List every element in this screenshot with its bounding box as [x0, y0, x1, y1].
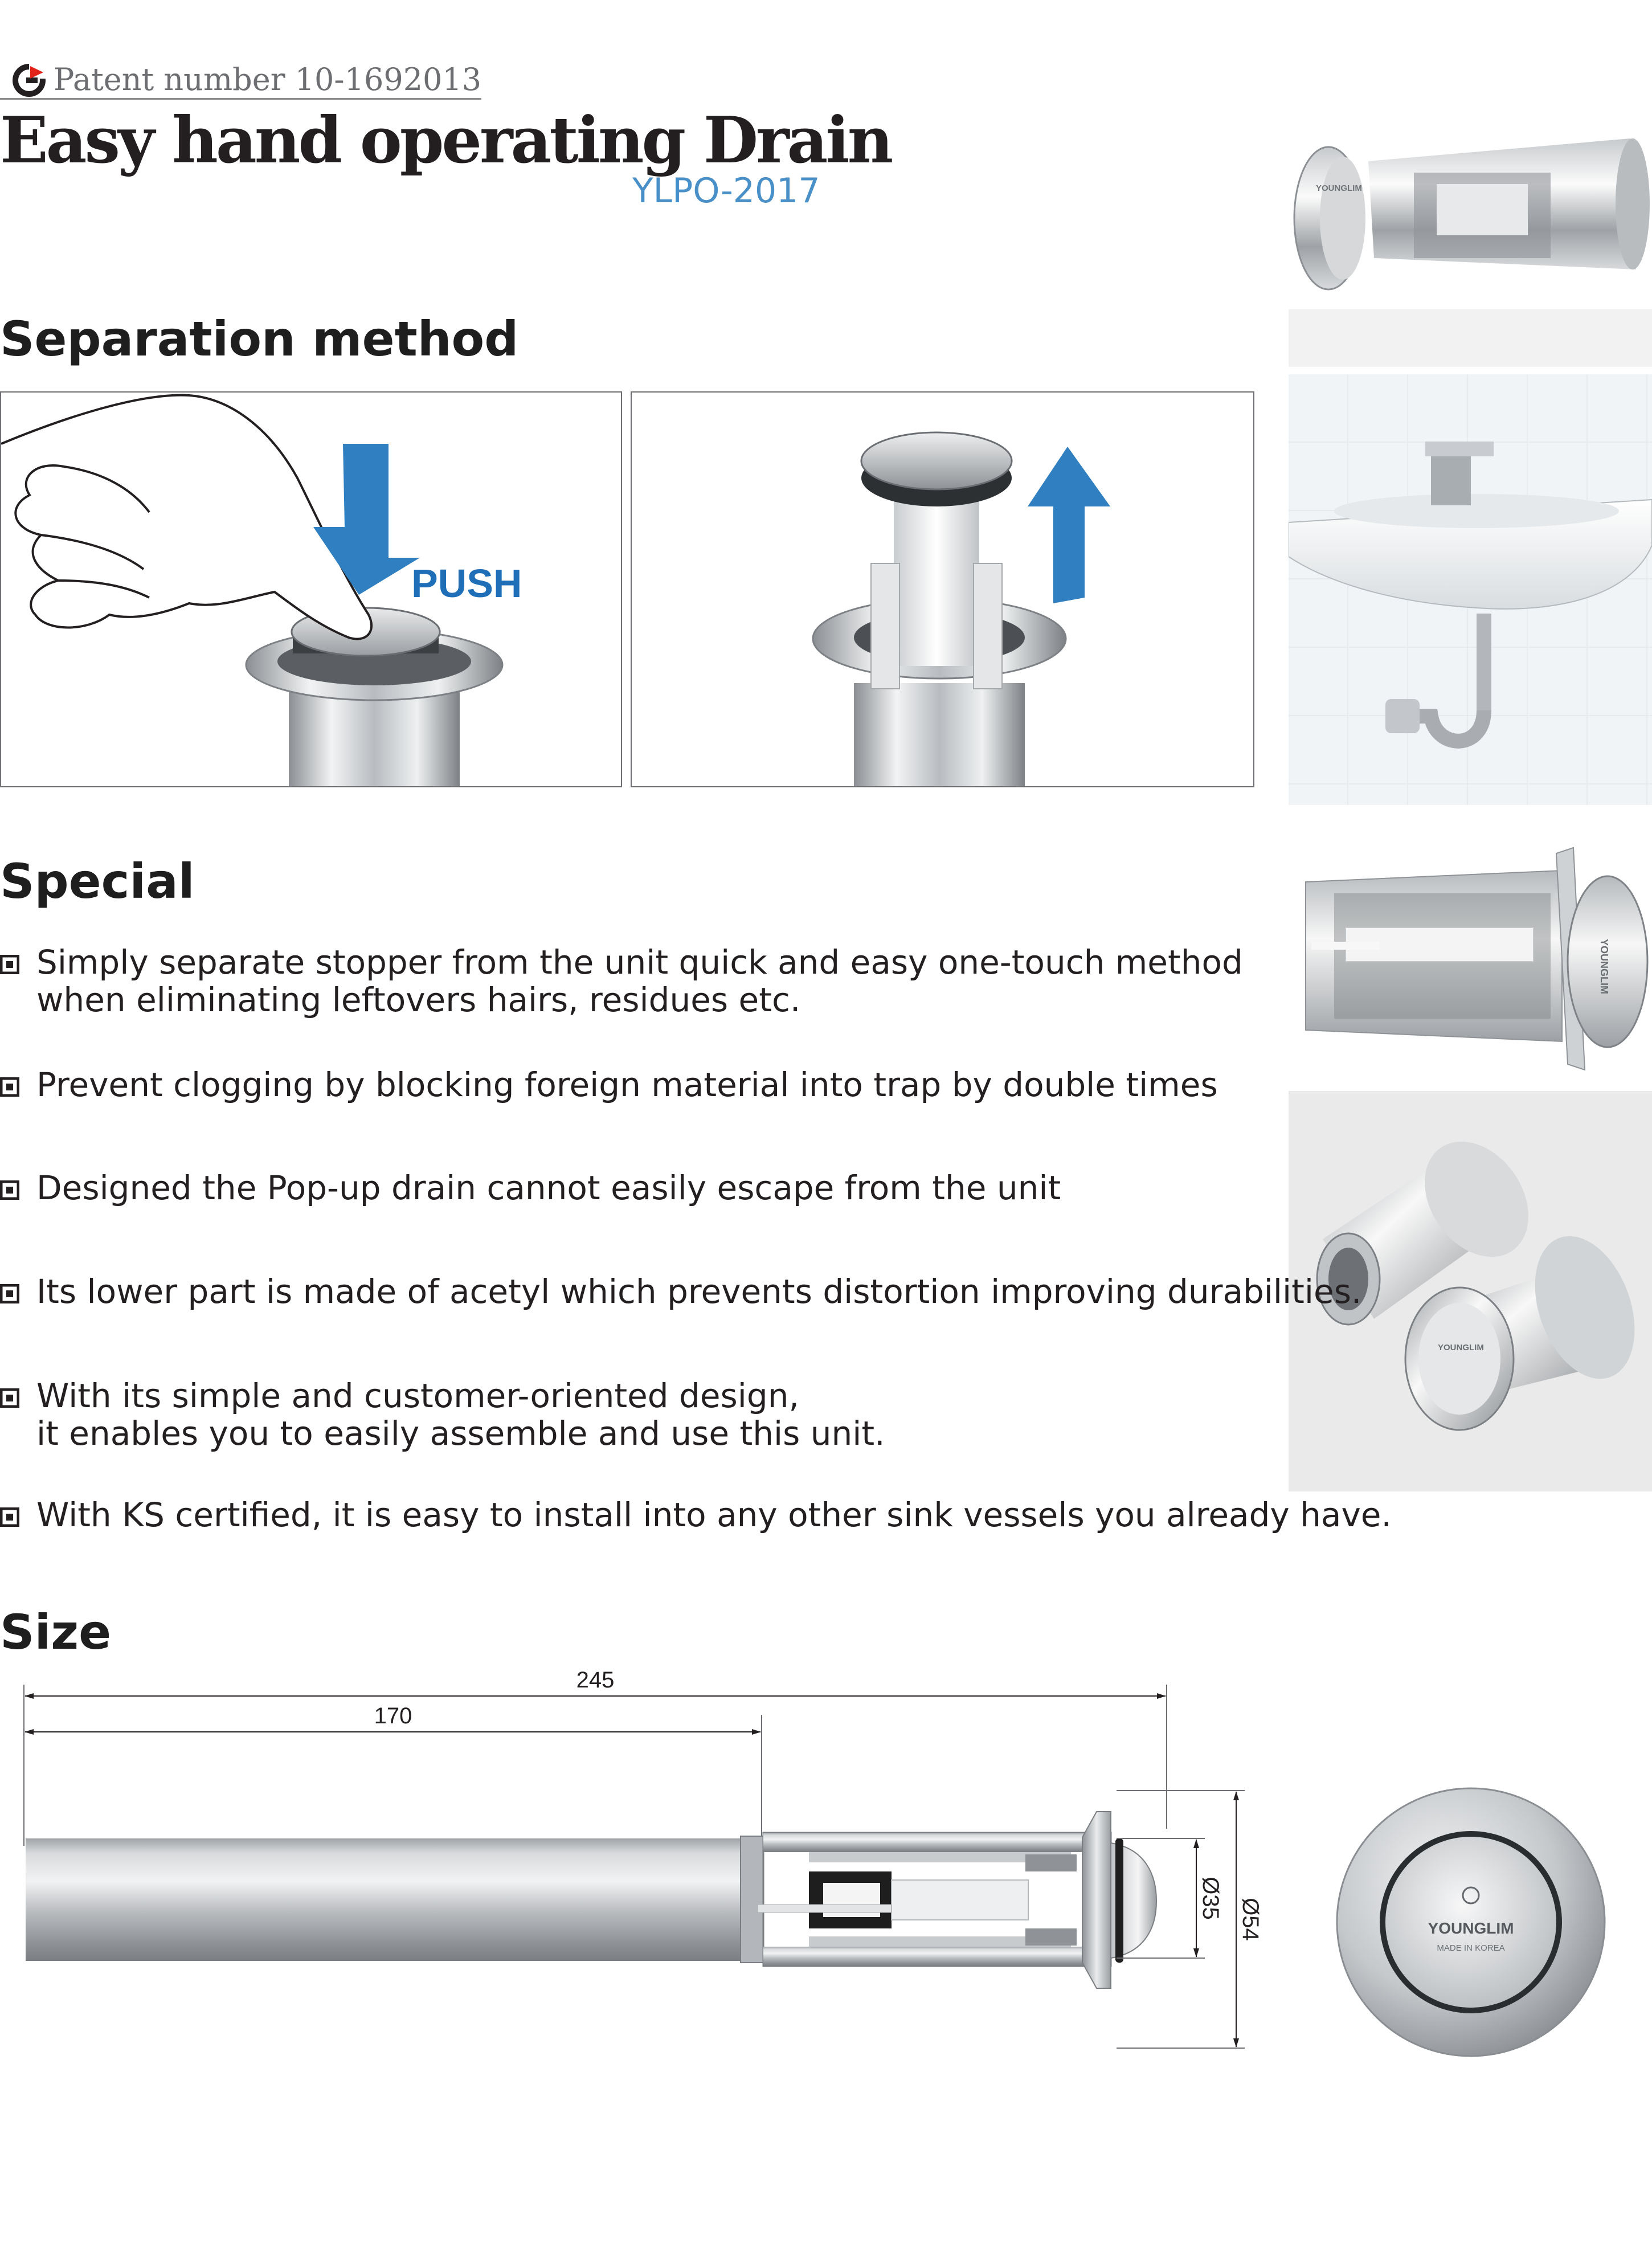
- section-title-size: Size: [0, 1604, 112, 1660]
- special-item-line: With its simple and customer-oriented design,: [36, 1376, 799, 1415]
- special-item-line: Simply separate stopper from the unit quick and easy one-touch method: [36, 943, 1243, 982]
- patent-logo-icon: [13, 64, 46, 97]
- faucet: [1431, 448, 1471, 505]
- brand-mark: YOUNGLIM: [1438, 1343, 1484, 1352]
- pull-arrow-icon: [1028, 447, 1110, 603]
- pull-illustration: [632, 393, 1253, 786]
- patent-number-text: Patent number 10-1692013: [54, 62, 482, 97]
- brand-name: YOUNGLIM: [1428, 1919, 1514, 1937]
- dimension-outer-dia-label: Ø54: [1238, 1898, 1263, 1941]
- hand-icon: [1, 395, 371, 639]
- drain-flange: [1082, 1812, 1111, 1988]
- model-number: YLPO-2017: [632, 171, 820, 211]
- brand-mark: YOUNGLIM: [1316, 183, 1362, 193]
- section-title-separation: Separation method: [0, 311, 519, 367]
- installation-photo-sink: [1289, 374, 1652, 805]
- product-photo-top-cap: [1313, 1764, 1629, 2081]
- push-label: PUSH: [411, 561, 522, 606]
- stopper-cap: [861, 432, 1012, 489]
- special-item-line: Its lower part is made of acetyl which prevents distortion improving durabilities.: [36, 1272, 1362, 1311]
- square-bullet-icon: [0, 1284, 19, 1303]
- pull-illustration-panel: [631, 391, 1254, 787]
- product-photo-side-cutaway: [1289, 842, 1652, 1076]
- patent-underline: [0, 98, 481, 100]
- square-bullet-icon: [0, 1507, 19, 1527]
- brand-made-in: MADE IN KOREA: [1437, 1943, 1505, 1953]
- square-bullet-icon: [0, 1388, 19, 1408]
- square-bullet-icon: [0, 1077, 19, 1097]
- push-illustration: [1, 393, 621, 786]
- size-diagram: [0, 1655, 1287, 2077]
- dimension-body-label: 170: [374, 1703, 412, 1728]
- square-bullet-icon: [0, 1180, 19, 1200]
- special-item-line: Prevent clogging by blocking foreign material into trap by double times: [36, 1065, 1218, 1104]
- push-illustration-panel: [0, 391, 622, 787]
- drain-tube: [26, 1838, 763, 1961]
- special-item-line: it enables you to easily assemble and use this unit.: [36, 1414, 885, 1453]
- dimension-total-label: 245: [576, 1668, 615, 1693]
- brand-mark: YOUNGLIM: [1598, 939, 1610, 994]
- square-bullet-icon: [0, 955, 19, 974]
- special-item-line: Designed the Pop-up drain cannot easily escape from the unit: [36, 1168, 1061, 1207]
- dimension-inner-dia-label: Ø35: [1198, 1877, 1223, 1920]
- page-title: Easy hand operating Drain: [0, 104, 892, 178]
- special-item-line: when eliminating leftovers hairs, residues etc.: [36, 980, 801, 1019]
- special-item-line: With KS certified, it is easy to install into any other sink vessels you already have.: [36, 1495, 1392, 1534]
- drain-body: [854, 683, 1025, 786]
- section-title-special: Special: [0, 853, 195, 909]
- stopper-stem: [894, 495, 979, 666]
- product-photo-cutaway: [1289, 121, 1652, 367]
- drain-pipe: [1477, 614, 1491, 710]
- rubber-seal: [1115, 1838, 1123, 1963]
